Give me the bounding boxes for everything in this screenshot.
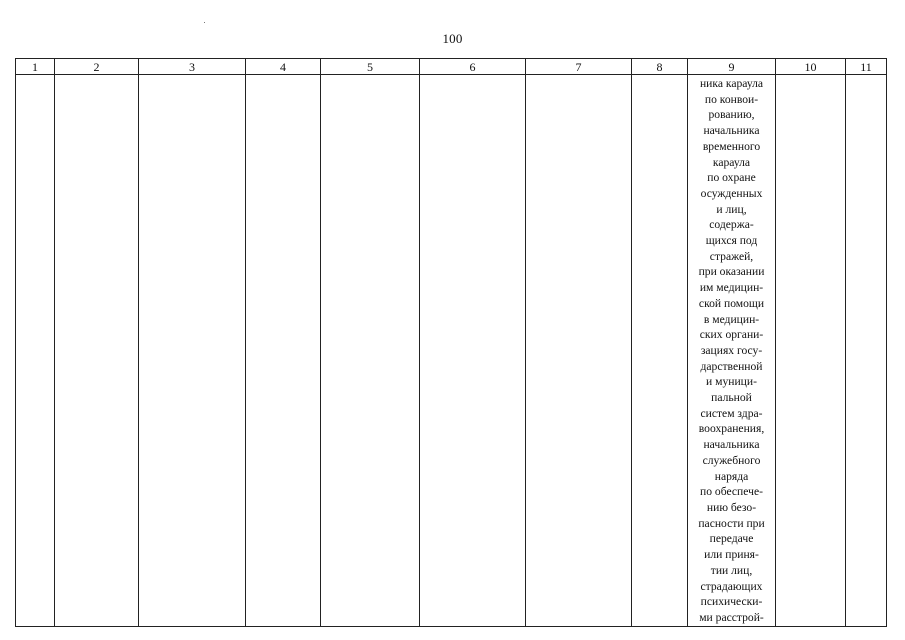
column9-text-line: нию безо-	[706, 500, 757, 514]
table-cell-col1	[16, 75, 55, 627]
column9-text-line: рованию,	[708, 108, 755, 122]
column9-text-line: в медицин-	[703, 312, 760, 326]
column9-text-line: по конвои-	[704, 92, 759, 106]
column-header-11: 11	[846, 59, 887, 75]
column9-text-line: наряда	[714, 469, 749, 483]
column9-text-line: начальника	[703, 438, 760, 452]
column9-text-line: содержа-	[709, 218, 754, 232]
column9-text-line: по охране	[707, 171, 756, 185]
column-header-4: 4	[246, 59, 321, 75]
column9-text-line: зациях госу-	[700, 343, 763, 357]
table-cell-col3	[139, 75, 246, 627]
column9-text-line: систем здра-	[700, 406, 763, 420]
column-header-1: 1	[16, 59, 55, 75]
column9-text-line: по обеспече-	[700, 485, 763, 499]
column9-text-line: передаче	[709, 532, 754, 546]
table-cell-col8	[632, 75, 688, 627]
column9-text-line: тии лиц,	[710, 563, 753, 577]
column9-text-line: караула	[712, 155, 751, 169]
column9-text-line: ми расстрой-	[699, 610, 764, 624]
page-number: 100	[442, 31, 463, 46]
column9-text-line: ских органи-	[699, 328, 764, 342]
column9-text-line: ника караула	[699, 77, 764, 90]
table-cell-col10	[776, 75, 846, 627]
column9-text-line: служебного	[702, 453, 761, 467]
table-row	[16, 75, 887, 627]
column9-text-line: и лиц,	[716, 202, 747, 216]
header-row	[16, 59, 887, 75]
table-cell-col2	[55, 75, 139, 627]
column-header-3: 3	[139, 59, 246, 75]
column-header-2: 2	[55, 59, 139, 75]
column-header-6: 6	[420, 59, 526, 75]
column9-text-line: при оказании	[698, 265, 765, 279]
table-cell-col5	[321, 75, 420, 627]
column9-text	[688, 75, 775, 626]
column-header-5: 5	[321, 59, 420, 75]
column9-text-line: и муници-	[706, 375, 757, 389]
column-header-10: 10	[776, 59, 846, 75]
column9-text-line: щихся под	[705, 234, 758, 248]
scan-speck	[204, 22, 205, 23]
table-cell-col9	[688, 75, 776, 627]
column9-text-line: пасности при	[698, 516, 765, 530]
table-cell-col11	[846, 75, 887, 627]
column9-text-line: временного	[702, 139, 761, 153]
table-cell-col7	[526, 75, 632, 627]
column-header-9: 9	[688, 59, 776, 75]
column-header-8: 8	[632, 59, 688, 75]
column9-text-line: начальника	[703, 124, 760, 138]
column9-text-line: им медицин-	[699, 281, 764, 295]
column9-text-line: или приня-	[704, 548, 759, 562]
column9-text-line: воохранения,	[698, 422, 765, 436]
column9-text-line: ской помощи	[698, 296, 765, 310]
document-table	[15, 58, 887, 627]
column9-text-line: дарственной	[700, 359, 763, 373]
table-cell-col4	[246, 75, 321, 627]
column-header-7: 7	[526, 59, 632, 75]
column9-text-line: психически-	[700, 595, 763, 609]
column9-text-line: осужденных	[700, 186, 763, 200]
column9-text-line: страдающих	[700, 579, 763, 593]
column9-text-line: стражей,	[709, 249, 754, 263]
table-cell-col6	[420, 75, 526, 627]
column9-text-line: пальной	[711, 391, 752, 405]
